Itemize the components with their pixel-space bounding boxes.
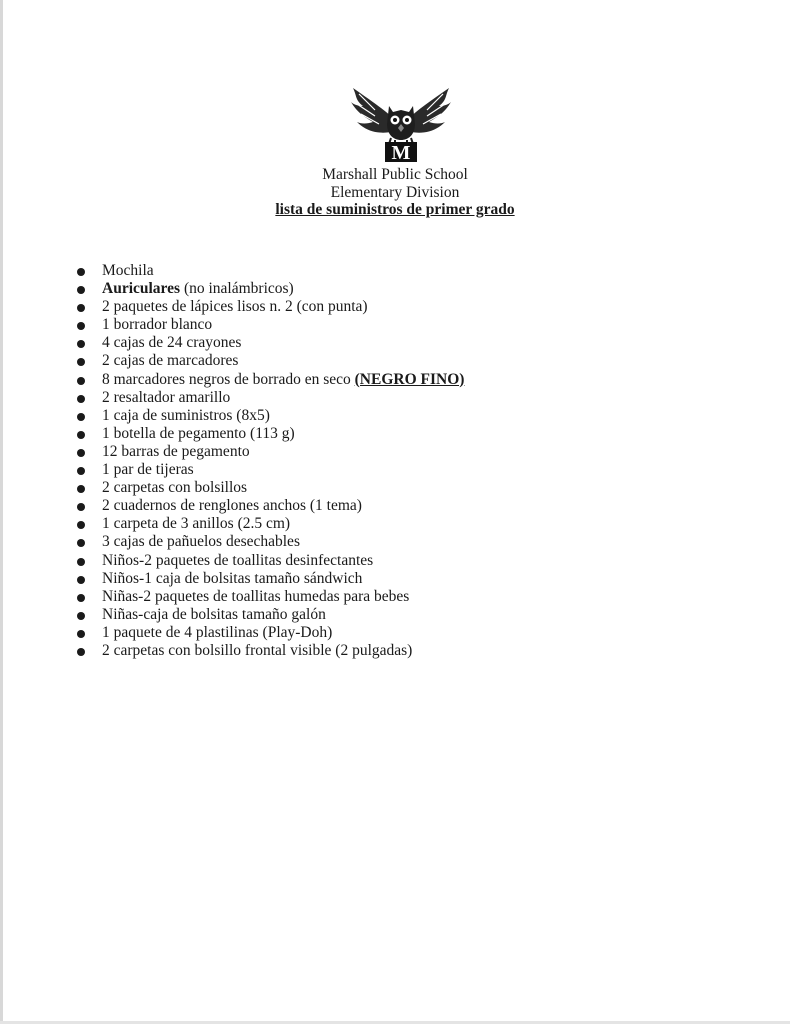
item-text: Niñas-caja de bolsitas tamaño galón bbox=[102, 605, 326, 623]
bullet-icon bbox=[77, 377, 85, 385]
list-item bbox=[74, 570, 464, 588]
item-text: 3 cajas de pañuelos desechables bbox=[102, 533, 300, 551]
bullet-icon bbox=[77, 322, 85, 330]
list-item bbox=[74, 352, 464, 370]
document-header bbox=[0, 166, 790, 219]
bullet-icon bbox=[77, 558, 85, 566]
item-text: 2 cajas de marcadores bbox=[102, 352, 239, 370]
item-text: Niños-1 caja de bolsitas tamaño sándwich bbox=[102, 569, 363, 587]
item-text: 2 paquetes de lápices lisos n. 2 (con punta) bbox=[102, 298, 368, 316]
item-text: Mochila bbox=[102, 262, 154, 279]
list-item bbox=[74, 280, 464, 298]
bullet-icon bbox=[77, 340, 85, 348]
list-item bbox=[74, 425, 464, 443]
scan-edge bbox=[0, 0, 3, 1024]
item-emphasis-text: (NEGRO FINO) bbox=[354, 370, 465, 388]
item-text: 1 carpeta de 3 anillos (2.5 cm) bbox=[102, 515, 291, 533]
bullet-icon bbox=[77, 648, 85, 656]
bullet-icon bbox=[77, 612, 85, 620]
list-item bbox=[74, 479, 464, 497]
list-item bbox=[74, 316, 464, 334]
item-text: 2 carpetas con bolsillos bbox=[102, 479, 248, 497]
supply-list bbox=[74, 262, 464, 660]
item-text: 1 paquete de 4 plastilinas (Play-Doh) bbox=[102, 623, 333, 641]
list-item bbox=[74, 461, 464, 479]
bullet-icon bbox=[77, 539, 85, 547]
item-text: 1 borrador blanco bbox=[102, 316, 213, 334]
list-item bbox=[74, 588, 464, 606]
bullet-icon bbox=[77, 395, 85, 403]
item-text: 4 cajas de 24 crayones bbox=[102, 334, 242, 352]
bullet-icon bbox=[77, 485, 85, 493]
item-text: 1 caja de suministros (8x5) bbox=[102, 406, 270, 424]
list-item bbox=[74, 606, 464, 624]
bullet-icon bbox=[77, 413, 85, 421]
owl-mascot-logo bbox=[345, 80, 457, 162]
item-text: 2 cuadernos de renglones anchos (1 tema) bbox=[102, 497, 362, 515]
item-bold-text: Auriculares bbox=[102, 280, 181, 298]
list-item bbox=[74, 334, 464, 352]
bullet-icon bbox=[77, 576, 85, 584]
bullet-icon bbox=[77, 304, 85, 312]
list-item bbox=[74, 298, 464, 316]
division-name: Elementary Division bbox=[330, 183, 460, 201]
bullet-icon bbox=[77, 358, 85, 366]
item-text: Niñas-2 paquetes de toallitas humedas para bebes bbox=[102, 587, 410, 605]
bullet-icon bbox=[77, 467, 85, 475]
document-title: lista de suministros de primer grado bbox=[275, 201, 515, 218]
item-text: 1 par de tijeras bbox=[102, 461, 194, 479]
list-item bbox=[74, 552, 464, 570]
item-text: Niños-2 paquetes de toallitas desinfectantes bbox=[102, 551, 374, 569]
bullet-icon bbox=[77, 503, 85, 511]
list-item bbox=[74, 497, 464, 515]
list-item bbox=[74, 533, 464, 551]
list-item bbox=[74, 389, 464, 407]
bullet-icon bbox=[77, 431, 85, 439]
item-text: 12 barras de pegamento bbox=[102, 442, 250, 460]
list-item bbox=[74, 624, 464, 642]
bullet-icon bbox=[77, 630, 85, 638]
list-item bbox=[74, 515, 464, 533]
bullet-icon bbox=[77, 286, 85, 294]
item-text: 2 resaltador amarillo bbox=[102, 388, 231, 406]
list-item bbox=[74, 407, 464, 425]
item-text: 2 carpetas con bolsillo frontal visible (2 pulgadas) bbox=[102, 641, 413, 659]
bullet-icon bbox=[77, 594, 85, 602]
item-text: 1 botella de pegamento (113 g) bbox=[102, 424, 295, 442]
list-item bbox=[74, 443, 464, 461]
school-name: Marshall Public School bbox=[322, 166, 468, 183]
item-text: 8 marcadores negros de borrado en seco bbox=[102, 370, 355, 388]
list-item bbox=[74, 262, 464, 280]
bullet-icon bbox=[77, 268, 85, 276]
item-text: (no inalámbricos) bbox=[180, 280, 294, 298]
bullet-icon bbox=[77, 449, 85, 457]
logo-letter: M bbox=[391, 142, 411, 162]
bullet-icon bbox=[77, 521, 85, 529]
list-item bbox=[74, 642, 464, 660]
list-item bbox=[74, 371, 464, 389]
